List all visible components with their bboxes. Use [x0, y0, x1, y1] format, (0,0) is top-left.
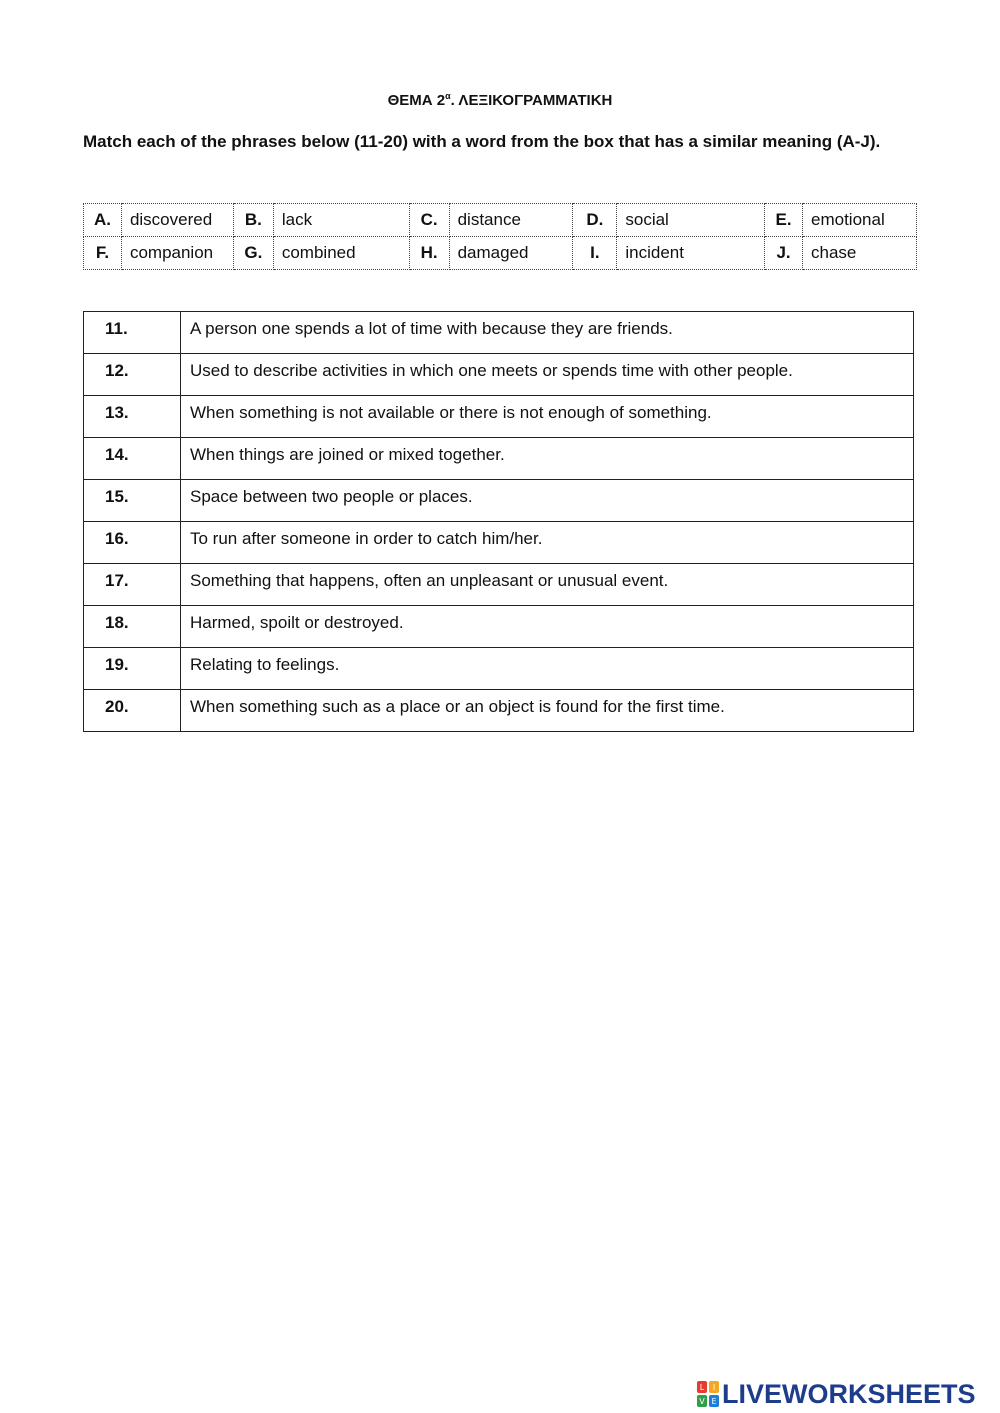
option-word: distance: [449, 204, 573, 237]
table-row: [84, 522, 914, 564]
table-row: [84, 312, 914, 354]
svg-text:E: E: [711, 1397, 717, 1406]
phrase-number: 12.: [84, 354, 181, 396]
option-letter: J.: [765, 237, 803, 270]
option-word: damaged: [449, 237, 573, 270]
option-word: social: [617, 204, 765, 237]
option-word: incident: [617, 237, 765, 270]
table-row: [84, 480, 914, 522]
phrase-text: When something is not available or there is not enough of something.: [181, 396, 914, 438]
svg-text:I: I: [712, 1383, 716, 1392]
phrase-text: Something that happens, often an unpleasant or unusual event.: [181, 564, 914, 606]
option-letter: D.: [573, 204, 617, 237]
phrase-number: 15.: [84, 480, 181, 522]
option-letter: B.: [233, 204, 273, 237]
option-letter: I.: [573, 237, 617, 270]
phrase-text: Harmed, spoilt or destroyed.: [181, 606, 914, 648]
instructions: Match each of the phrases below (11-20) with a word from the box that has a similar meaning (A-J).: [83, 132, 881, 151]
phrases-table: [83, 311, 914, 732]
table-row: [84, 396, 914, 438]
title-rest: . ΛΕΞΙΚΟΓΡΑΜΜΑΤΙΚΗ: [450, 92, 613, 109]
phrase-number: 11.: [84, 312, 181, 354]
phrase-number: 16.: [84, 522, 181, 564]
option-letter: G.: [233, 237, 273, 270]
word-box: [83, 203, 917, 270]
table-row: [84, 690, 914, 732]
option-word: discovered: [121, 204, 233, 237]
table-row: [84, 354, 914, 396]
option-letter: A.: [84, 204, 122, 237]
phrase-text: To run after someone in order to catch him/her.: [181, 522, 914, 564]
phrase-number: 13.: [84, 396, 181, 438]
phrase-text: Space between two people or places.: [181, 480, 914, 522]
option-letter: C.: [409, 204, 449, 237]
svg-text:L: L: [699, 1383, 705, 1392]
phrase-text: When something such as a place or an object is found for the first time.: [181, 690, 914, 732]
phrase-number: 17.: [84, 564, 181, 606]
option-word: combined: [273, 237, 409, 270]
table-row: [84, 648, 914, 690]
phrase-number: 18.: [84, 606, 181, 648]
logo-text: LIVEWORKSHEETS: [722, 1378, 976, 1409]
option-letter: F.: [84, 237, 122, 270]
phrase-text: A person one spends a lot of time with because they are friends.: [181, 312, 914, 354]
liveworksheets-logo[interactable]: [697, 1377, 976, 1411]
liveworksheets-logo-icon: [697, 1381, 719, 1407]
svg-text:V: V: [699, 1397, 705, 1406]
option-letter: E.: [765, 204, 803, 237]
word-box-row: [84, 204, 917, 237]
option-word: emotional: [803, 204, 917, 237]
phrase-number: 19.: [84, 648, 181, 690]
phrase-number: 20.: [84, 690, 181, 732]
phrase-text: Relating to feelings.: [181, 648, 914, 690]
word-box-row: [84, 237, 917, 270]
title-main: ΘΕΜΑ 2: [387, 92, 446, 109]
page-title: [0, 91, 1000, 109]
phrase-number: 14.: [84, 438, 181, 480]
option-word: chase: [803, 237, 917, 270]
option-word: lack: [273, 204, 409, 237]
table-row: [84, 564, 914, 606]
option-word: companion: [121, 237, 233, 270]
table-row: [84, 606, 914, 648]
option-letter: H.: [409, 237, 449, 270]
table-row: [84, 438, 914, 480]
title-superscript: α: [445, 91, 451, 101]
phrase-text: Used to describe activities in which one meets or spends time with other people.: [181, 354, 914, 396]
phrase-text: When things are joined or mixed together.: [181, 438, 914, 480]
